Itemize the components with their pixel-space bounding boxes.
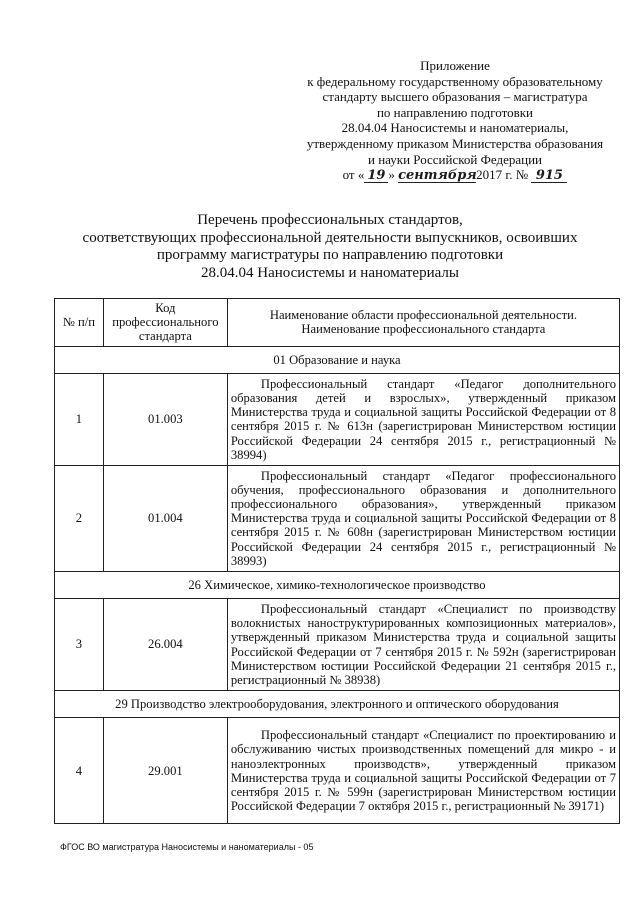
document-title — [60, 212, 600, 282]
section-row — [55, 691, 620, 718]
title-line: программу магистратуры по направлению подготовки — [156, 247, 504, 263]
handwritten-day: 19 — [364, 169, 388, 183]
date-mid: » — [388, 167, 395, 183]
row-description: Профессиональный стандарт «Педагог профессионального обучения, профессионального образования и дополнительного профессионального образования», утвержденный приказом Министерства труда и социальной защиты Российской Федерации от 8 сентября 2015 г. № 608н (зарегистрирован Министерством юстиции Российской Федерации 24 сентября 2015 г., регистрационный № 38993) — [227, 465, 619, 571]
header-code: Код профессионального стандарта — [103, 299, 227, 347]
standards-table — [54, 298, 620, 824]
table-header-row — [55, 299, 620, 347]
row-code: 29.001 — [103, 718, 227, 824]
table-row — [55, 465, 620, 571]
appendix-line: Приложение — [420, 58, 490, 73]
section-title: 26 Химическое, химико-технологическое производство — [55, 571, 620, 598]
row-description: Профессиональный стандарт «Специалист по производству волокнистых наноструктурированных композиционных материалов», утвержденный приказом Министерства труда и социальной защиты Российской Федерации от 7 сентября 2015 г. № 592н (зарегистрирован Министерством юстиции Российской Федерации 21 сентября 2015 г., регистрационный № 38938) — [227, 599, 619, 691]
row-code: 26.004 — [103, 599, 227, 691]
section-row — [55, 571, 620, 598]
date-year: 2017 г. № — [476, 167, 529, 183]
row-number: 4 — [55, 718, 104, 824]
title-line: Перечень профессиональных стандартов, — [197, 212, 463, 228]
row-number: 1 — [55, 373, 104, 465]
section-title: 01 Образование и наука — [55, 346, 620, 373]
header-name: Наименование области профессиональной деятельности. Наименование профессионального стандарта — [227, 299, 619, 347]
row-description: Профессиональный стандарт «Специалист по проектированию и обслуживанию чистых производственных помещений для микро - и наноэлектронных производств», утвержденный приказом Министерства труда и социальной защиты Российской Федерации от 7 сентября 2015 г. № 599н (зарегистрирован Министерством юстиции Российской Федерации 7 октября 2015 г., регистрационный № 39171) — [227, 718, 619, 824]
appendix-line: по направлению подготовки — [376, 104, 534, 120]
appendix-line: утвержденному приказом Министерства образования — [306, 135, 604, 151]
title-line: соответствующих профессиональной деятельности выпускников, освоивших — [82, 229, 578, 246]
row-code: 01.004 — [103, 465, 227, 571]
table-row — [55, 599, 620, 691]
order-date-line — [290, 167, 620, 183]
handwritten-month: сентября — [398, 168, 477, 184]
header-num: № п/п — [55, 299, 104, 347]
appendix-block — [290, 58, 620, 183]
section-row — [55, 346, 620, 373]
title-line: 28.04.04 Наносистемы и наноматериалы — [201, 264, 459, 281]
appendix-line: 28.04.04 Наносистемы и наноматериалы, — [341, 120, 569, 136]
appendix-line: стандарту высшего образования – магистратура — [322, 89, 588, 105]
appendix-line: и науки Российской Федерации — [367, 151, 542, 167]
section-title: 29 Производство электрооборудования, электронного и оптического оборудования — [55, 691, 620, 718]
page-footer: ФГОС ВО магистратура Наносистемы и наноматериалы - 05 — [60, 842, 314, 852]
row-code: 01.003 — [103, 373, 227, 465]
row-description: Профессиональный стандарт «Педагог дополнительного образования детей и взрослых», утвержденный приказом Министерства труда и социальной защиты Российской Федерации от 8 сентября 2015 г. № 613н (зарегистрирован Министерством юстиции Российской Федерации 24 сентября 2015 г., регистрационный № 38994) — [227, 373, 619, 465]
row-number: 3 — [55, 599, 104, 691]
date-prefix: от « — [342, 167, 365, 183]
table-row — [55, 373, 620, 465]
row-number: 2 — [55, 465, 104, 571]
table-row — [55, 718, 620, 824]
appendix-line: к федеральному государственному образовательному — [307, 73, 603, 89]
handwritten-order-number: 915 — [531, 169, 567, 183]
